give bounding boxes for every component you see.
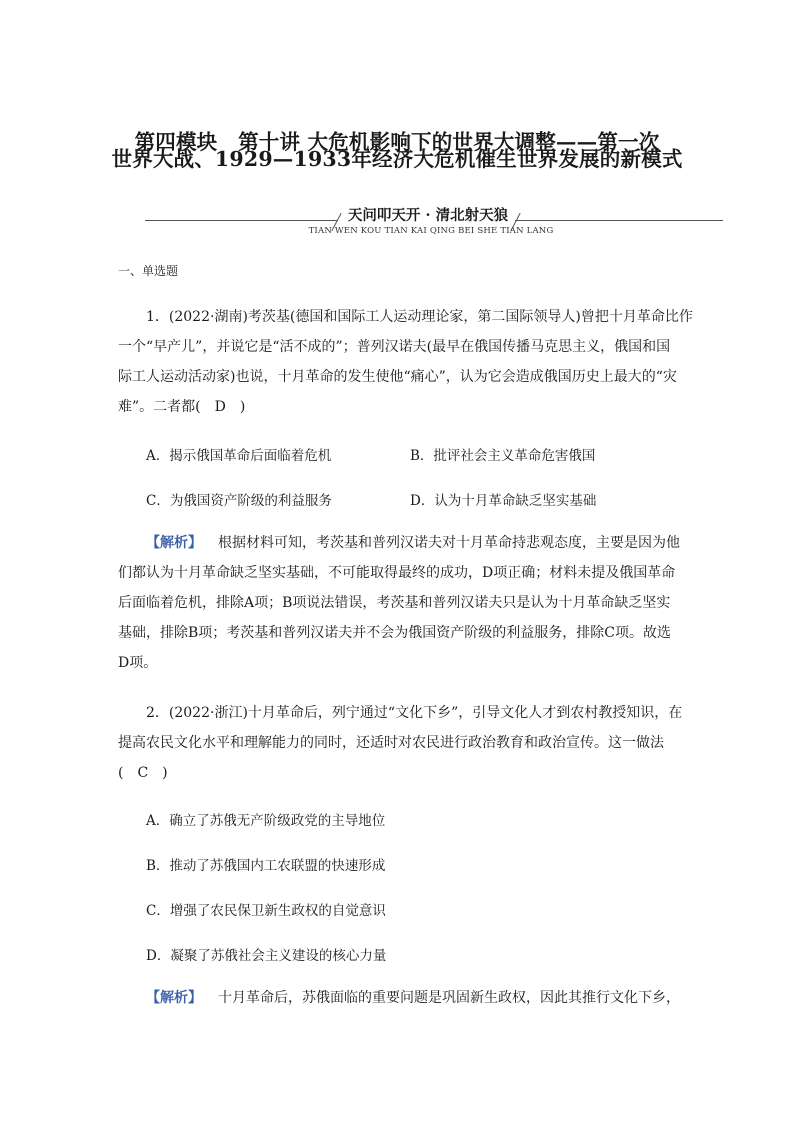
banner-rule-right (515, 220, 723, 221)
analysis-1-line (118, 528, 678, 558)
question-1-line: 难”。二者都( D ) (118, 399, 246, 415)
title-line-1: 第四模块 第十讲 大危机影响下的世界大调整——第一次 (134, 130, 660, 154)
analysis-1-line: D项。 (118, 655, 158, 671)
banner-slogan-en: TIAN WEN KOU TIAN KAI QING BEI SHE TIAN LANG (308, 226, 554, 236)
question-2-stem (118, 698, 683, 788)
question-1-line: 1．(2022·湖南)考茨基(德国和国际工人运动理论家，第二国际领导人)曾把十月革命比作 (146, 309, 693, 325)
question-1-analysis (118, 528, 678, 678)
question-2-option-a: A．确立了苏俄无产阶级政党的主导地位 (146, 813, 386, 829)
analysis-1-line: 们都认为十月革命缺乏坚实基础，不可能取得最终的成功，D项正确；材料未提及俄国革命 (118, 565, 676, 581)
banner-rule-left (145, 220, 338, 221)
analysis-1-text: 根据材料可知，考茨基和普列汉诺夫对十月革命持悲观态度，主要是因为他 (218, 535, 680, 551)
question-1-line: 际工人运动活动家)也说，十月革命的发生使他“痛心”，认为它会造成俄国历史上最大的“灾 (118, 369, 677, 385)
question-1-option-b: B．批评社会主义革命危害俄国 (410, 448, 596, 464)
question-2-option-b: B．推动了苏俄国内工农联盟的快速形成 (146, 858, 386, 874)
analysis-1-line: 基础，排除B项；考茨基和普列汉诺夫并不会为俄国资产阶级的利益服务，排除C项。故选 (118, 625, 671, 641)
question-2-line: 提高农民文化水平和理解能力的同时，还适时对农民进行政治教育和政治宣传。这一做法 (118, 735, 664, 751)
analysis-2-line (118, 983, 678, 1013)
analysis-2-tag: 【解析】 (146, 990, 202, 1006)
question-1-line: 一个“早产儿”，并说它是“活不成的”；普列汉诺夫(最早在俄国传播马克思主义，俄国和国 (118, 339, 671, 355)
analysis-1-line: 后面临着危机，排除A项；B项说法错误，考茨基和普列汉诺夫只是认为十月革命缺乏坚实 (118, 595, 671, 611)
question-2-option-c: C．增强了农民保卫新生政权的自觉意识 (146, 903, 386, 919)
question-1-option-a: A．揭示俄国革命后面临着危机 (146, 448, 332, 464)
question-2-line: 2．(2022·浙江)十月革命后，列宁通过“文化下乡”，引导文化人才到农村教授知识，在 (146, 705, 683, 721)
banner-slogan-cn: 天问叩天开 · 清北射天狼 (347, 207, 509, 224)
question-1-option-d: D．认为十月革命缺乏坚实基础 (410, 493, 597, 509)
question-2-option-d: D．凝聚了苏俄社会主义建设的核心力量 (146, 948, 387, 964)
section-heading: 一、单选题 (118, 264, 179, 278)
slogan-banner (145, 198, 723, 242)
question-2-analysis (118, 983, 678, 1013)
question-2-line: ( C ) (118, 765, 168, 781)
analysis-2-text: 十月革命后，苏俄面临的重要问题是巩固新生政权，因此其推行文化下乡， (218, 990, 680, 1006)
title-line-2: 世界大战、1929—1933年经济大危机催生世界发展的新模式 (111, 147, 683, 171)
analysis-1-tag: 【解析】 (146, 535, 202, 551)
question-1-option-c: C．为俄国资产阶级的利益服务 (146, 493, 332, 509)
question-1-stem (118, 302, 693, 422)
